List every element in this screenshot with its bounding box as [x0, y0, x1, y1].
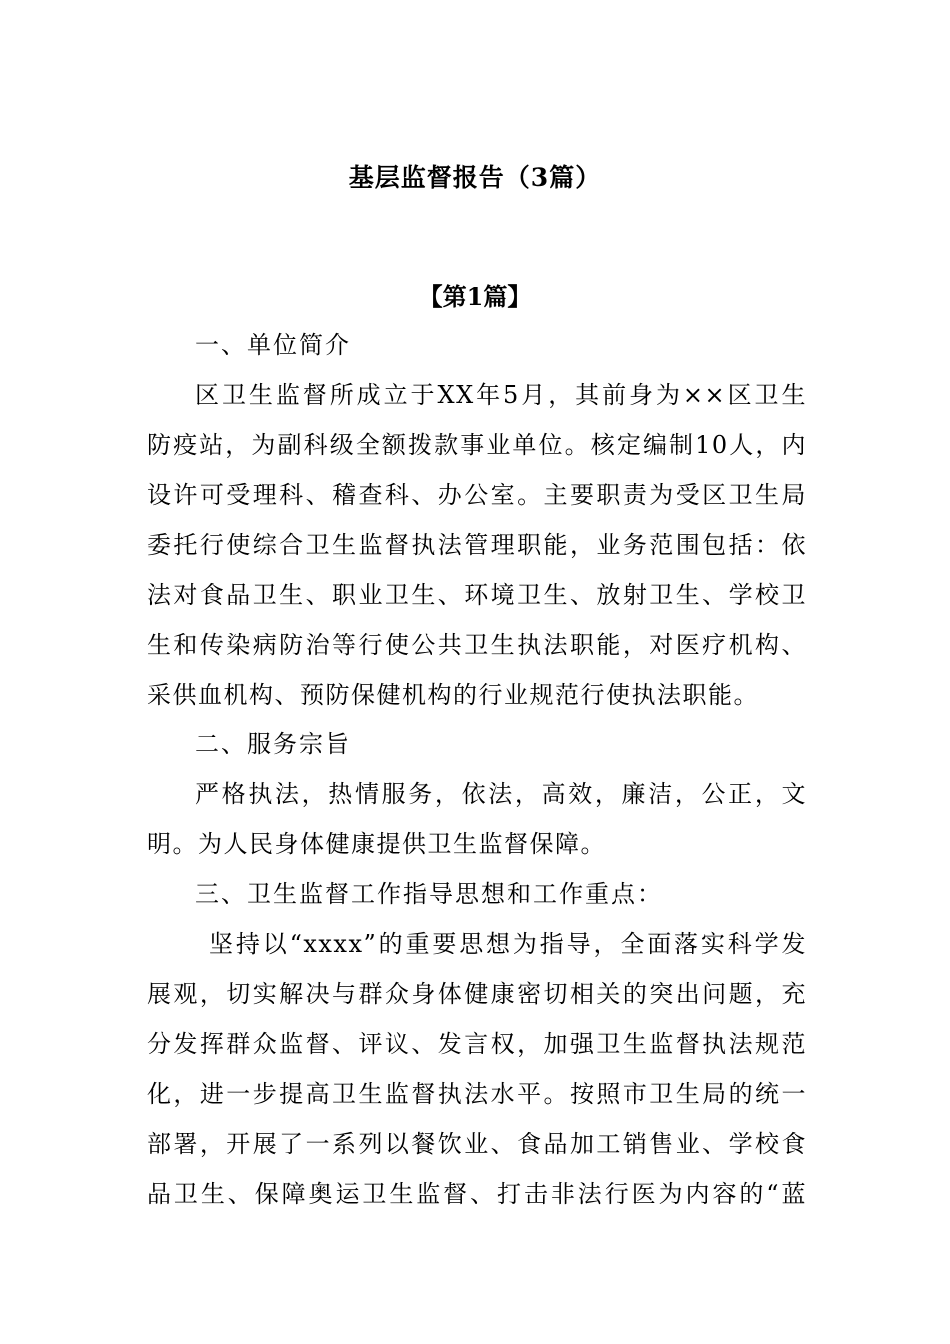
paragraph-line: 严格执法，热情服务，依法，高效，廉洁，公正，文	[195, 780, 807, 808]
section-title: 【第1篇】	[418, 282, 532, 311]
paragraph-line: 明。为人民身体健康提供卫生监督保障。	[147, 830, 606, 858]
document-title: 基层监督报告（3篇）	[348, 163, 602, 192]
paragraph-line: 区卫生监督所成立于XX年5月，其前身为××区卫生	[195, 381, 807, 409]
paragraph-line: 防疫站，为副科级全额拨款事业单位。核定编制10人，内	[147, 431, 807, 459]
heading-unit-profile: 一、单位简介	[195, 331, 351, 359]
paragraph-line: 委托行使综合卫生监督执法管理职能，业务范围包括：依	[147, 531, 807, 559]
paragraph-line: 设许可受理科、稽查科、办公室。主要职责为受区卫生局	[147, 481, 807, 509]
paragraph-unit-profile	[147, 370, 807, 720]
paragraph-line: 品卫生、保障奥运卫生监督、打击非法行医为内容的“蓝	[147, 1180, 807, 1208]
heading-guiding-ideology: 三、卫生监督工作指导思想和工作重点：	[195, 880, 663, 908]
paragraph-line: 坚持以“xxxx”的重要思想为指导，全面落实科学发	[209, 930, 807, 958]
paragraph-line: 部署，开展了一系列以餐饮业、食品加工销售业、学校食	[147, 1130, 807, 1158]
paragraph-line: 展观，切实解决与群众身体健康密切相关的突出问题，充	[147, 980, 807, 1008]
heading-service-purpose: 二、服务宗旨	[195, 730, 351, 758]
paragraph-service-purpose	[147, 769, 807, 869]
paragraph-guiding-ideology	[147, 919, 807, 1219]
paragraph-line: 生和传染病防治等行使公共卫生执法职能，对医疗机构、	[147, 631, 807, 659]
paragraph-line: 分发挥群众监督、评议、发言权，加强卫生监督执法规范	[147, 1030, 807, 1058]
paragraph-line: 采供血机构、预防保健机构的行业规范行使执法职能。	[147, 681, 759, 709]
paragraph-line: 法对食品卫生、职业卫生、环境卫生、放射卫生、学校卫	[147, 581, 807, 609]
paragraph-line: 化，进一步提高卫生监督执法水平。按照市卫生局的统一	[147, 1080, 807, 1108]
